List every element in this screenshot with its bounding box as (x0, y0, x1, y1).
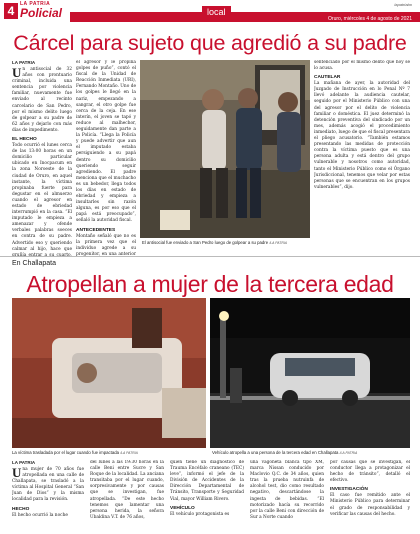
story2-col2-body: del lunes a las 19:30 horas en la calle Beni entre Sucre y San Roque de la localidad. La anciana transitaba por el lugar cuando, sorpresivamente y por causas que se investigan, fue atropellada. “De este hecho tenemos que lamentar una persona herida, la señora Ubaldina V.T. de 76 años, (90, 460, 164, 520)
story1-photo (140, 60, 310, 238)
page-header (0, 0, 420, 26)
story2-photo-1-credit: /LA PATRIA (120, 451, 138, 455)
story1-col2-body2: Montaño señaló que no es la primera vez que el individuo agrede a su progenitor, en una anterior (76, 233, 136, 256)
story2-drop-cap: U (12, 465, 22, 480)
story2-lead: na mujer de 70 años fue atropellada en una calle de Challapata, se trasladó a la víctima al Hospital General “San Juan de Dios” y la misma localidad para la revisión. (12, 467, 84, 503)
page-number: 4 (4, 3, 18, 19)
brand-main: Policial (20, 6, 63, 20)
story2-col1-body: El hecho ocurrió la noche (12, 512, 68, 518)
source-label: lapatriabo (394, 2, 412, 7)
story2-col5-body2: El caso fue remitido ante el Ministerio Público para determinar el grado de responsabilidad y verificar las causas del hecho. (330, 493, 410, 517)
story2-col3-body1: quien tiene un diagnóstico de Trauma Encéfalo craneano (TEC) leve”, informó el jefe de la División de Accidentes de la Dirección Departamental de Tránsito, Transporte y Seguridad Vial, mayor William Rivero. (170, 460, 244, 502)
story2-caption-1 (12, 450, 212, 455)
story2-photo-1 (12, 298, 206, 448)
story2-column-4 (250, 460, 324, 534)
story1-col3-body1: sentenciado por el mismo delito que hoy se lo acusa. (314, 60, 410, 72)
story2-column-1 (12, 460, 84, 534)
story2-photo-2-credit: /LA PATRIA (339, 451, 358, 455)
brand-top: LA PATRIA (20, 1, 51, 7)
drop-cap: U (12, 65, 22, 80)
story1-lead: n antisocial de 32 años con prontuario criminal, incluida una sentencia por violencia familiar, nuevamente fue enviado al recinto carcelario de San Pedro, por el mismo delito luego de golpear a su padre de 62 años y dejarlo con más días de impedimento. (12, 67, 72, 133)
story-divider (0, 256, 420, 257)
story1-column-1 (12, 60, 72, 256)
story2-byline: LA PATRIA (12, 460, 36, 465)
story2-column-2 (90, 460, 164, 534)
story1-col1-body: Todo ocurrió el lunes cerca de las 13:00 horas en un domicilio particular ubicado en Inocpacum en la zona Noroeste de la ciudad de Oruro, en aquel instante, la víctima propinaba fuerte para degustar en el almuerzo cuando el agresor en estado de ebriedad interrumpió en la casa. “El imputado le empieza a amenazar y ofende verbales palabras soeces en contra de su padre. Advertido eso y queriendo calmar al hijo, hace que gruñía entrar a su cuarto, (12, 143, 72, 256)
story2-kicker: En Challapata (12, 260, 56, 267)
story2-column-5 (330, 460, 410, 534)
story2-subhead-investigacion: INVESTIGACIÓN (330, 487, 368, 493)
story1-caption (142, 240, 312, 245)
arrest-scene-image (140, 60, 310, 238)
story1-col2-body1: el agresor y le propina golpes de puño”, contó el fiscal de la Unidad de Reacción Inmediata (URI), Fernando Montaño. Uno de los golpes le llegó en la nariz, empezando a sangrar, el otro golpe fue cerca de la ceja. En ese interín, el joven se tapó y reduce al malhechor, seguidamente dan parte a la Policía. “Llega la Policía y puede advertir que aun el imputado estaba persiguiendo a su papá dentro su domicilio queriendo seguir agrediendo. El padre menciona que el muchacho es un bebedor, llega todos los días en estado de ebriedad y empieza a insultarles sin razón alguna, es por eso que el papá está preocupado”, señaló la autoridad fiscal. (76, 60, 136, 224)
newspaper-brand (20, 1, 66, 19)
story2-photo-2 (210, 298, 410, 448)
story2-column-3 (170, 460, 244, 534)
story2-col3-body2: El vehículo protagonista es (170, 511, 230, 517)
story1-column-2 (76, 60, 136, 256)
story1-subhead-antecedentes: ANTECEDENTES (76, 227, 116, 233)
story1-byline: LA PATRIA (12, 60, 36, 65)
street-night-image (210, 298, 410, 448)
story2-col5-body1: por causas que se investigan, el conductor llega a protagonizar el hecho de tránsito”, detalló el efectivo. (330, 460, 410, 484)
story2-caption-2-text: Vehículo atropella a una persona de la tercera edad en Challapata (212, 450, 339, 455)
story2-col4-body: una vagoneta blanca tipo XM, marca Nissan conducido por Maclovio Q.C. de 34 años, quien tras la prueba nutruinfa de alcohol test, dio como resultado negativo, descartándose la ingesta de bebidas. “El motorizado hacía su recorrido por la calle Beni con dirección de Sur a Norte cuando (250, 460, 324, 520)
story1-headline: Cárcel para sujeto que agredió a su padre (13, 31, 407, 55)
story1-caption-text: El antisocial fue enviado a San Pedro luego de golpear a su padre (142, 240, 269, 245)
story2-headline: Atropellan a mujer de la tercera edad (26, 271, 394, 297)
story2-subhead-vehiculo: VEHÍCULO (170, 505, 195, 511)
story1-photo-credit: /LA PATRIA (269, 241, 287, 245)
victim-image (12, 298, 206, 448)
story1-subhead-cautelar: CAUTELAR (314, 75, 341, 81)
story1-column-3 (314, 60, 410, 256)
story1-subhead-hecho: EL HECHO (12, 137, 37, 143)
story1-col3-body2: La mañana de ayer, la autoridad del Juzgado de Instrucción en lo Penal Nº 7 llevó adelante la audiencia cautelar, seguido por el Ministerio Público con una del agresor por el delito de violencia familiar o doméstica. El juez determinó la detención preventiva del sindicado por un mes, además acogió el procedimiento inmediato, luego de que el fiscal presentara el pliego acusatorio. “También estamos presentando las medidas de protección contra la víctima puesto que es una persona adulta y está dentro del grupo vulnerable y nosotros como autoridad, tanto el Ministerio Público como el Órgano Jurisdiccional, tenemos que velar por estas personas que se encuentran en los grupos vulnerables”, dijo. (314, 81, 410, 190)
story2-subhead-hecho: HECHO (12, 506, 30, 512)
dateline: Oruro, miércoles 4 de agosto de 2021 (328, 16, 412, 22)
section-label: local (202, 6, 231, 17)
story2-caption-1-text: La víctima trasladada por el lugar cuando fue impactada (12, 450, 120, 455)
story2-caption-2 (212, 450, 412, 455)
